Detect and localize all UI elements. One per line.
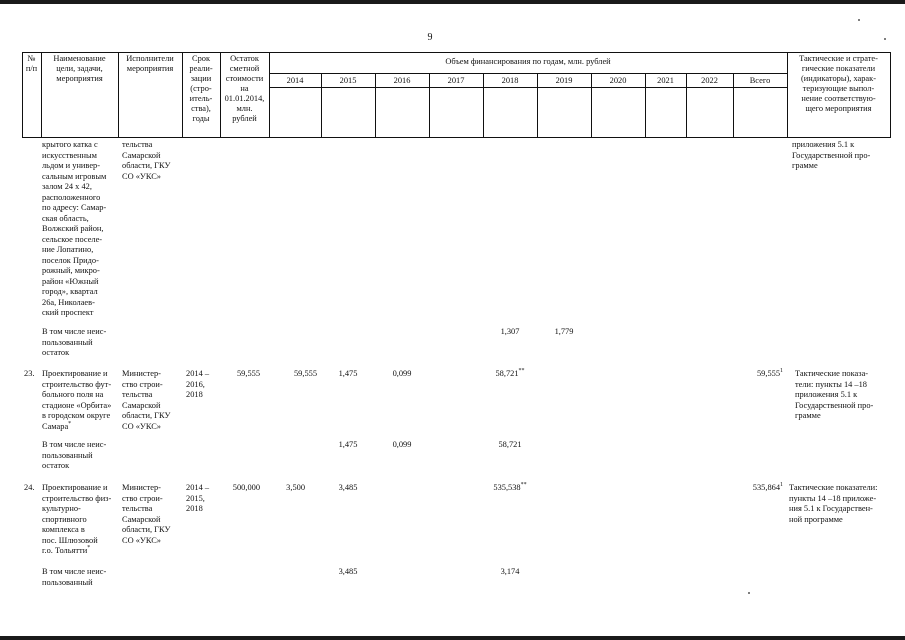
row23-name: Проектирование и строительство фут- больного поля на стадионе «Орбита» в городском округе Самара*: [42, 369, 112, 431]
header-year: 2016: [393, 76, 411, 85]
header-indicators: Тактические и страте- гические показатели (индикаторы), харак- теризующие выпол- нение соответствую- щего мероприятия: [799, 54, 878, 113]
unused-remainder-label: В том числе неис- пользованный: [42, 567, 107, 587]
header-year: 2015: [339, 76, 357, 85]
value-2015: 3,485: [338, 567, 358, 576]
header-year: 2021: [657, 76, 674, 85]
row23-2016: 0,099: [392, 369, 412, 378]
header-no: № п/п: [25, 54, 38, 73]
row24-total: 535,864$^1$: [752, 482, 783, 492]
value-2018: 3,174: [500, 567, 520, 576]
header-name: Наименование цели, задачи, мероприятия: [53, 54, 106, 83]
row23-total: 59,555$^1$: [756, 368, 783, 378]
row24-remaining-cost: 500,000: [232, 483, 260, 492]
page-number: 9: [427, 32, 433, 43]
cont-name: крытого катка с искусственным льдом и универ- сальным игровым залом 24 х 42, расположенного по адресу: Самар- ская область, Волжский район, сельское поселе- ние Лопатино, поселок Придо- рожный, микро- район «Южный город», квартал 26а, Николаев- ский проспект: [42, 140, 107, 317]
value-2018: 58,721: [498, 440, 522, 449]
cont-executor: тельства Самарской области, ГКУ СО «УКС»: [122, 140, 171, 181]
value-2016: 0,099: [392, 440, 412, 449]
header-year: 2014: [286, 76, 304, 85]
header-remaining-cost: Остаток сметной стоимости на 01.01.2014, млн. рублей: [224, 54, 265, 123]
row23-2018: 58,721**: [495, 368, 525, 378]
header-executor: Исполнители мероприятия: [126, 54, 174, 73]
row24-indicators: Тактические показатели: пункты 14 –18 приложе- ния 5.1 к Государствен- ной программе: [789, 483, 878, 524]
row24-term: 2014 – 2015, 2018: [186, 483, 210, 513]
bottom-scan-border: [0, 636, 905, 640]
row23-indicators: Тактические показа- тели: пункты 14 –18 приложения 5.1 к Государственной про- грамме: [795, 369, 874, 420]
row24-executor: Министер- ство строи- тельства Самарской области, ГКУ СО «УКС»: [122, 483, 171, 545]
row24-name: Проектирование и строительство физ- культурно- спортивного комплекса в пос. Шлюзовой г.о. Тольятти*: [42, 483, 112, 555]
unused-remainder-label: В том числе неис- пользованный остаток: [42, 327, 107, 357]
row23-2014: 59,555: [293, 369, 317, 378]
row24-2015: 3,485: [338, 483, 358, 492]
unused-remainder-label: В том числе неис- пользованный остаток: [42, 440, 107, 470]
header-year: 2022: [701, 76, 718, 85]
header-total: Всего: [749, 76, 771, 85]
row23-term: 2014 – 2016, 2018: [186, 369, 210, 399]
header-year: 2019: [555, 76, 573, 85]
header-year: 2020: [609, 76, 627, 85]
table-header: [0, 0, 905, 140]
row23-remaining-cost: 59,555: [236, 369, 260, 378]
cont-indicators: приложения 5.1 к Государственной про- грамме: [792, 140, 871, 170]
header-year: 2017: [447, 76, 465, 85]
value-2018: 1,307: [500, 327, 520, 336]
scan-speck: [748, 592, 750, 594]
row23-executor: Министер- ство строи- тельства Самарской области, ГКУ СО «УКС»: [122, 369, 171, 431]
row-number: 24.: [24, 483, 35, 492]
row23-2015: 1,475: [338, 369, 358, 378]
value-2015: 1,475: [338, 440, 358, 449]
value-2019: 1,779: [554, 327, 574, 336]
row24-2014: 3,500: [286, 483, 305, 492]
header-funding: Объем финансирования по годам, млн. рублей: [445, 57, 611, 66]
header-term: Срок реали- зации (стро- итель- ства), годы: [189, 54, 213, 123]
header-year: 2018: [501, 76, 519, 85]
row-number: 23.: [24, 369, 35, 378]
row24-2018: 535,538**: [493, 482, 527, 492]
